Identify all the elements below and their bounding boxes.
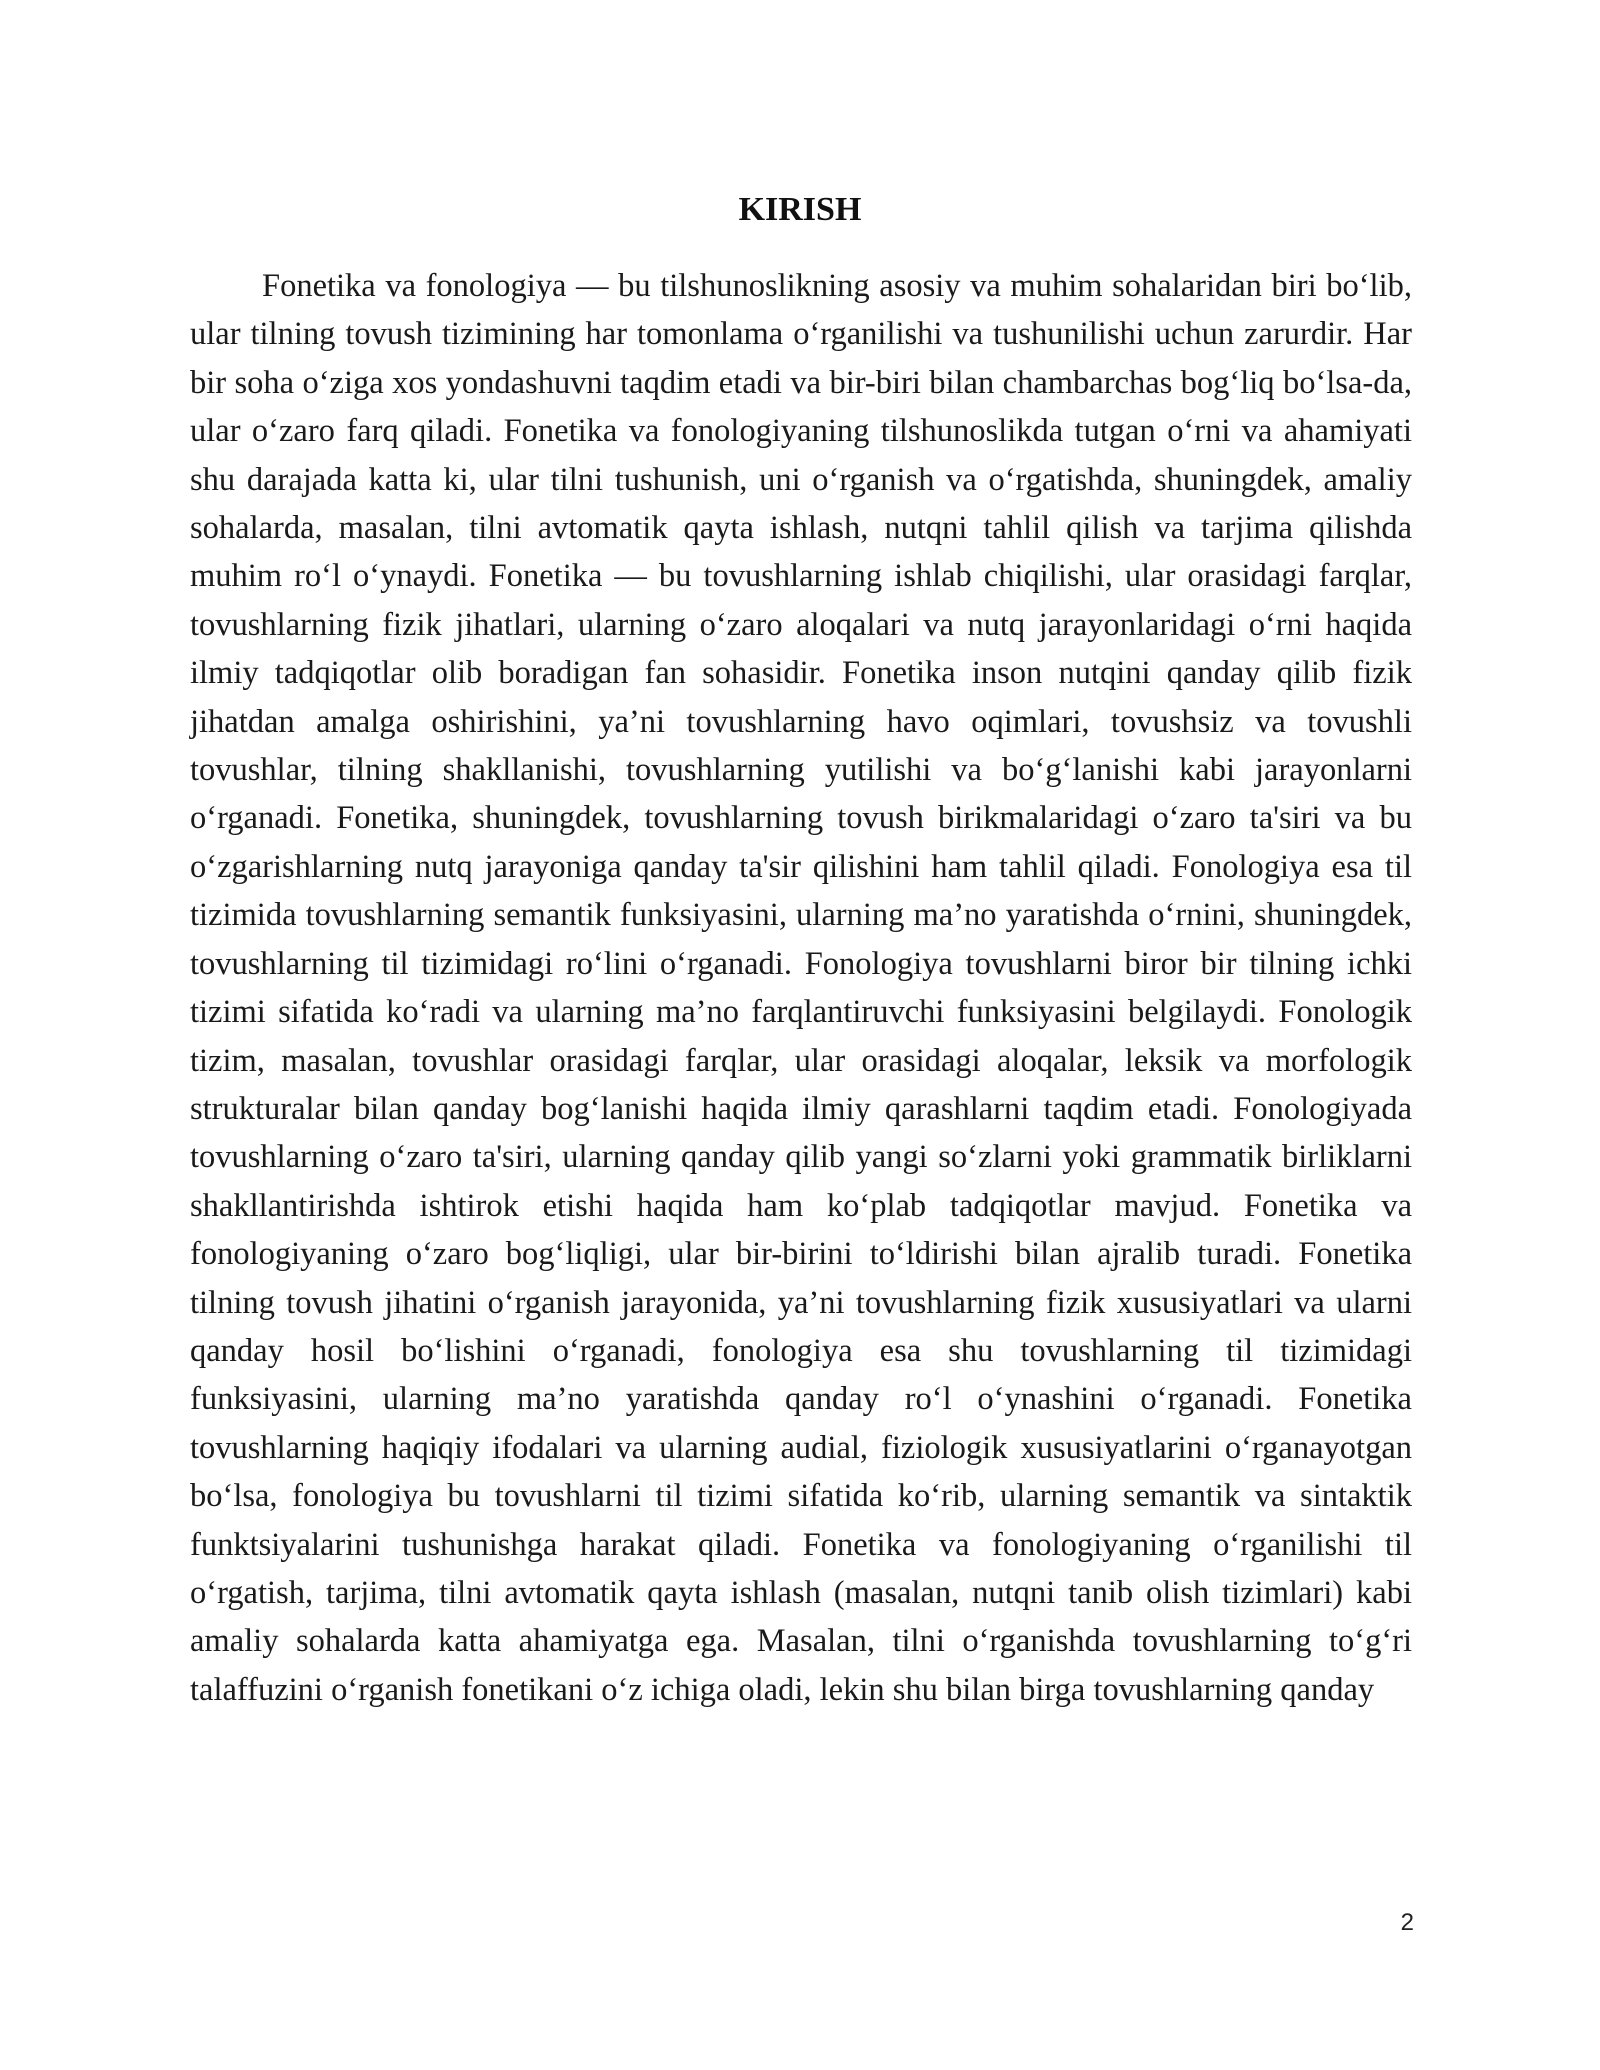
body-paragraph: Fonetika va fonologiya — bu tilshunoslikning asosiy va muhim sohalaridan biri bo‘lib, ular tilning tovush tizimining har tomonlama o‘rganilishi va tushunilishi uchun zarurdir. Har bir soha o‘ziga xos yondashuvni taqdim etadi va bir-biri bilan chambarchas bog‘liq bo‘lsa-da, ular o‘zaro farq qiladi. Fonetika va fonologiyaning tilshunoslikda tutgan o‘rni va ahamiyati shu darajada katta ki, ular tilni tushunish, uni o‘rganish va o‘rgatishda, shuningdek, amaliy sohalarda, masalan, tilni avtomatik qayta ishlash, nutqni tahlil qilish va tarjima qilishda muhim ro‘l o‘ynaydi. Fonetika — bu tovushlarning ishlab chiqilishi, ular orasidagi farqlar, tovushlarning fizik jihatlari, ularning o‘zaro aloqalari va nutq jarayonlaridagi o‘rni haqida ilmiy tadqiqotlar olib boradigan fan sohasidir. Fonetika inson nutqini qanday qilib fizik jihatdan amalga oshirishini, ya’ni tovushlarning havo oqimlari, tovushsiz va tovushli tovushlar, tilning shakllanishi, tovushlarning yutilishi va bo‘g‘lanishi kabi jarayonlarni o‘rganadi. Fonetika, shuningdek, tovushlarning tovush birikmalaridagi o‘zaro ta'siri va bu o‘zgarishlarning nutq jarayoniga qanday ta'sir qilishini ham tahlil qiladi. Fonologiya esa til tizimida tovushlarning semantik funksiyasini, ularning ma’no yaratishda o‘rnini, shuningdek, tovushlarning til tizimidagi ro‘lini o‘rganadi. Fonologiya tovushlarni biror bir tilning ichki tizimi sifatida ko‘radi va ularning ma’no farqlantiruvchi funksiyasini belgilaydi. Fonologik tizim, masalan, tovushlar orasidagi farqlar, ular orasidagi aloqalar, leksik va morfologik strukturalar bilan qanday bog‘lanishi haqida ilmiy qarashlarni taqdim etadi. Fonologiyada tovushlarning o‘zaro ta'siri, ularning qanday qilib yangi so‘zlarni yoki grammatik birliklarni shakllantirishda ishtirok etishi haqida ham ko‘plab tadqiqotlar mavjud. Fonetika va fonologiyaning o‘zaro bog‘liqligi, ular bir-birini to‘ldirishi bilan ajralib turadi. Fonetika tilning tovush jihatini o‘rganish jarayonida, ya’ni tovushlarning fizik xususiyatlari va ularni qanday hosil bo‘lishini o‘rganadi, fonologiya esa shu tovushlarning til tizimidagi funksiyasini, ularning ma’no yaratishda qanday ro‘l o‘ynashini o‘rganadi. Fonetika tovushlarning haqiqiy ifodalari va ularning audial, fiziologik xususiyatlarini o‘rganayotgan bo‘lsa, fonologiya bu tovushlarni til tizimi sifatida ko‘rib, ularning semantik va sintaktik funktsiyalarini tushunishga harakat qiladi. Fonetika va fonologiyaning o‘rganilishi til o‘rgatish, tarjima, tilni avtomatik qayta ishlash (masalan, nutqni tanib olish tizimlari) kabi amaliy sohalarda katta ahamiyatga ega. Masalan, tilni o‘rganishda tovushlarning to‘g‘ri talaffuzini o‘rganish fonetikani o‘z ichiga oladi, lekin shu bilan birga tovushlarning qanday [190, 268, 1412, 1708]
section-heading: KIRISH [738, 191, 862, 228]
page-number: 2 [1400, 1909, 1414, 1936]
